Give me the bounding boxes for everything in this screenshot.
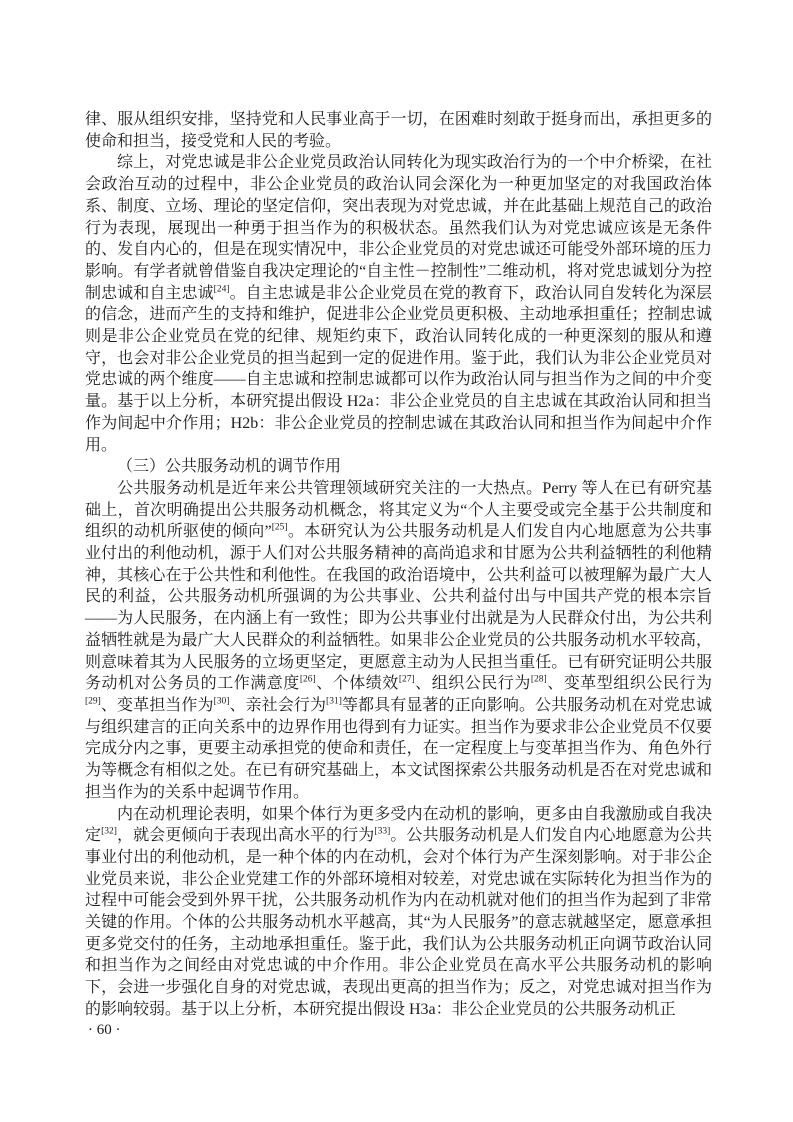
citation-reference: [25] [271, 523, 288, 534]
body-paragraph: 内在动机理论表明，如果个体行为更多受内在动机的影响，更多由自我激励或自我决定[32]，就会更倾向于表现出高水平的行为[33]。公共服务动机是人们发自内心地愿意为公共事业付出的利他动机，是一种个体的内在动机，会对个体行为产生深刻影响。对于非公企业党员来说，非公企业党建工作的外部环境相对较差，对党忠诚在实际转化为担当作为的过程中可能会受到外界干扰，公共服务动机作为内在动机就对他们的担当作为起到了非常关键的作用。个体的公共服务动机水平越高，其“为人民服务”的意志就越坚定，愿意承担更多党交付的任务，主动地承担重任。鉴于此，我们认为公共服务动机正向调节政治认同和担当作为之间经由对党忠诚的中介作用。非公企业党员在高水平公共服务动机的影响下，会进一步强化自身的对党忠诚，表现出更高的担当作为；反之，对党忠诚对担当作为的影响较弱。基于以上分析，本研究提出假设 H3a：非公企业党员的公共服务动机正 [85, 805, 712, 1018]
body-paragraph: 律、服从组织安排，坚持党和人民事业高于一切，在困难时刻敢于挺身而出，承担更多的使命和担当，接受党和人民的考验。 [85, 111, 712, 150]
citation-reference: [24] [213, 284, 230, 295]
body-paragraph: 公共服务动机是近年来公共管理领域研究关注的一大热点。Perry 等人在已有研究基础上，首次明确提出公共服务动机概念，将其定义为“个人主要受或完全基于公共制度和组织的动机所驱使的倾向”[25]。本研究认为公共服务动机是人们发自内心地愿意为公共事业付出的利他动机，源于人们对公共服务精神的高尚追求和甘愿为公共利益牺牲的利他精神，其核心在于公共性和利他性。在我国的政治语境中，公共利益可以被理解为最广大人民的利益，公共服务动机所强调的为公共事业、公共利益付出与中国共产党的根本宗旨——为人民服务，在内涵上有一致性；即为公共事业付出就是为人民群众付出，为公共利益牺牲就是为最广大人民群众的利益牺牲。如果非公企业党员的公共服务动机水平较高，则意味着其为人民服务的立场更坚定，更愿意主动为人民担当重任。已有研究证明公共服务动机对公务员的工作满意度[26]、个体绩效[27]、组织公民行为[28]、变革型组织公民行为[29]、变革担当作为[30]、亲社会行为[31]等都具有显著的正向影响。公共服务动机在对党忠诚与组织建言的正向关系中的边界作用也得到有力证实。担当作为要求非公企业党员不仅要完成分内之事，更要主动承担党的使命和责任，在一定程度上与变革担当作为、角色外行为等概念有相似之处。在已有研究基础上，本文试图探索公共服务动机是否在对党忠诚和担当作为的关系中起调节作用。 [85, 479, 712, 801]
citation-reference: [29] [85, 696, 101, 707]
citation-reference: [27] [398, 674, 415, 685]
citation-reference: [32] [101, 826, 117, 837]
page-number: · 60 · [88, 1022, 121, 1038]
article-body [85, 109, 712, 1021]
citation-reference: [31] [326, 696, 342, 707]
citation-reference: [28] [530, 674, 547, 685]
body-paragraph: 综上，对党忠诚是非公企业党员政治认同转化为现实政治行为的一个中介桥梁，在社会政治互动的过程中，非公企业党员的政治认同会深化为一种更加坚定的对我国政治体系、制度、立场、理论的坚定信仰，突出表现为对党忠诚，并在此基础上规范自己的政治行为表现，展现出一种勇于担当作为的积极状态。虽然我们认为对党忠诚应该是无条件的、发自内心的，但是在现实情况中，非公企业党员的对党忠诚还可能受外部环境的压力影响。有学者就曾借鉴自我决定理论的“自主性－控制性”二维动机，将对党忠诚划分为控制忠诚和自主忠诚[24]。自主忠诚是非公企业党员在党的教育下，政治认同自发转化为深层的信念，进而产生的支持和维护，促进非公企业党员更积极、主动地承担重任；控制忠诚则是非公企业党员在党的纪律、规矩约束下，政治认同转化成的一种更深刻的服从和遵守，也会对非公企业党员的担当起到一定的促进作用。鉴于此，我们认为非公企业党员对党忠诚的两个维度——自主忠诚和控制忠诚都可以作为政治认同与担当作为之间的中介变量。基于以上分析，本研究提出假设 H2a：非公企业党员的自主忠诚在其政治认同和担当作为间起中介作用；H2b：非公企业党员的控制忠诚在其政治认同和担当作为间起中介作用。 [85, 154, 712, 454]
citation-reference: [33] [374, 826, 391, 837]
section-heading: （三）公共服务动机的调节作用 [117, 458, 342, 476]
citation-reference: [30] [213, 696, 230, 707]
citation-reference: [26] [299, 674, 316, 685]
